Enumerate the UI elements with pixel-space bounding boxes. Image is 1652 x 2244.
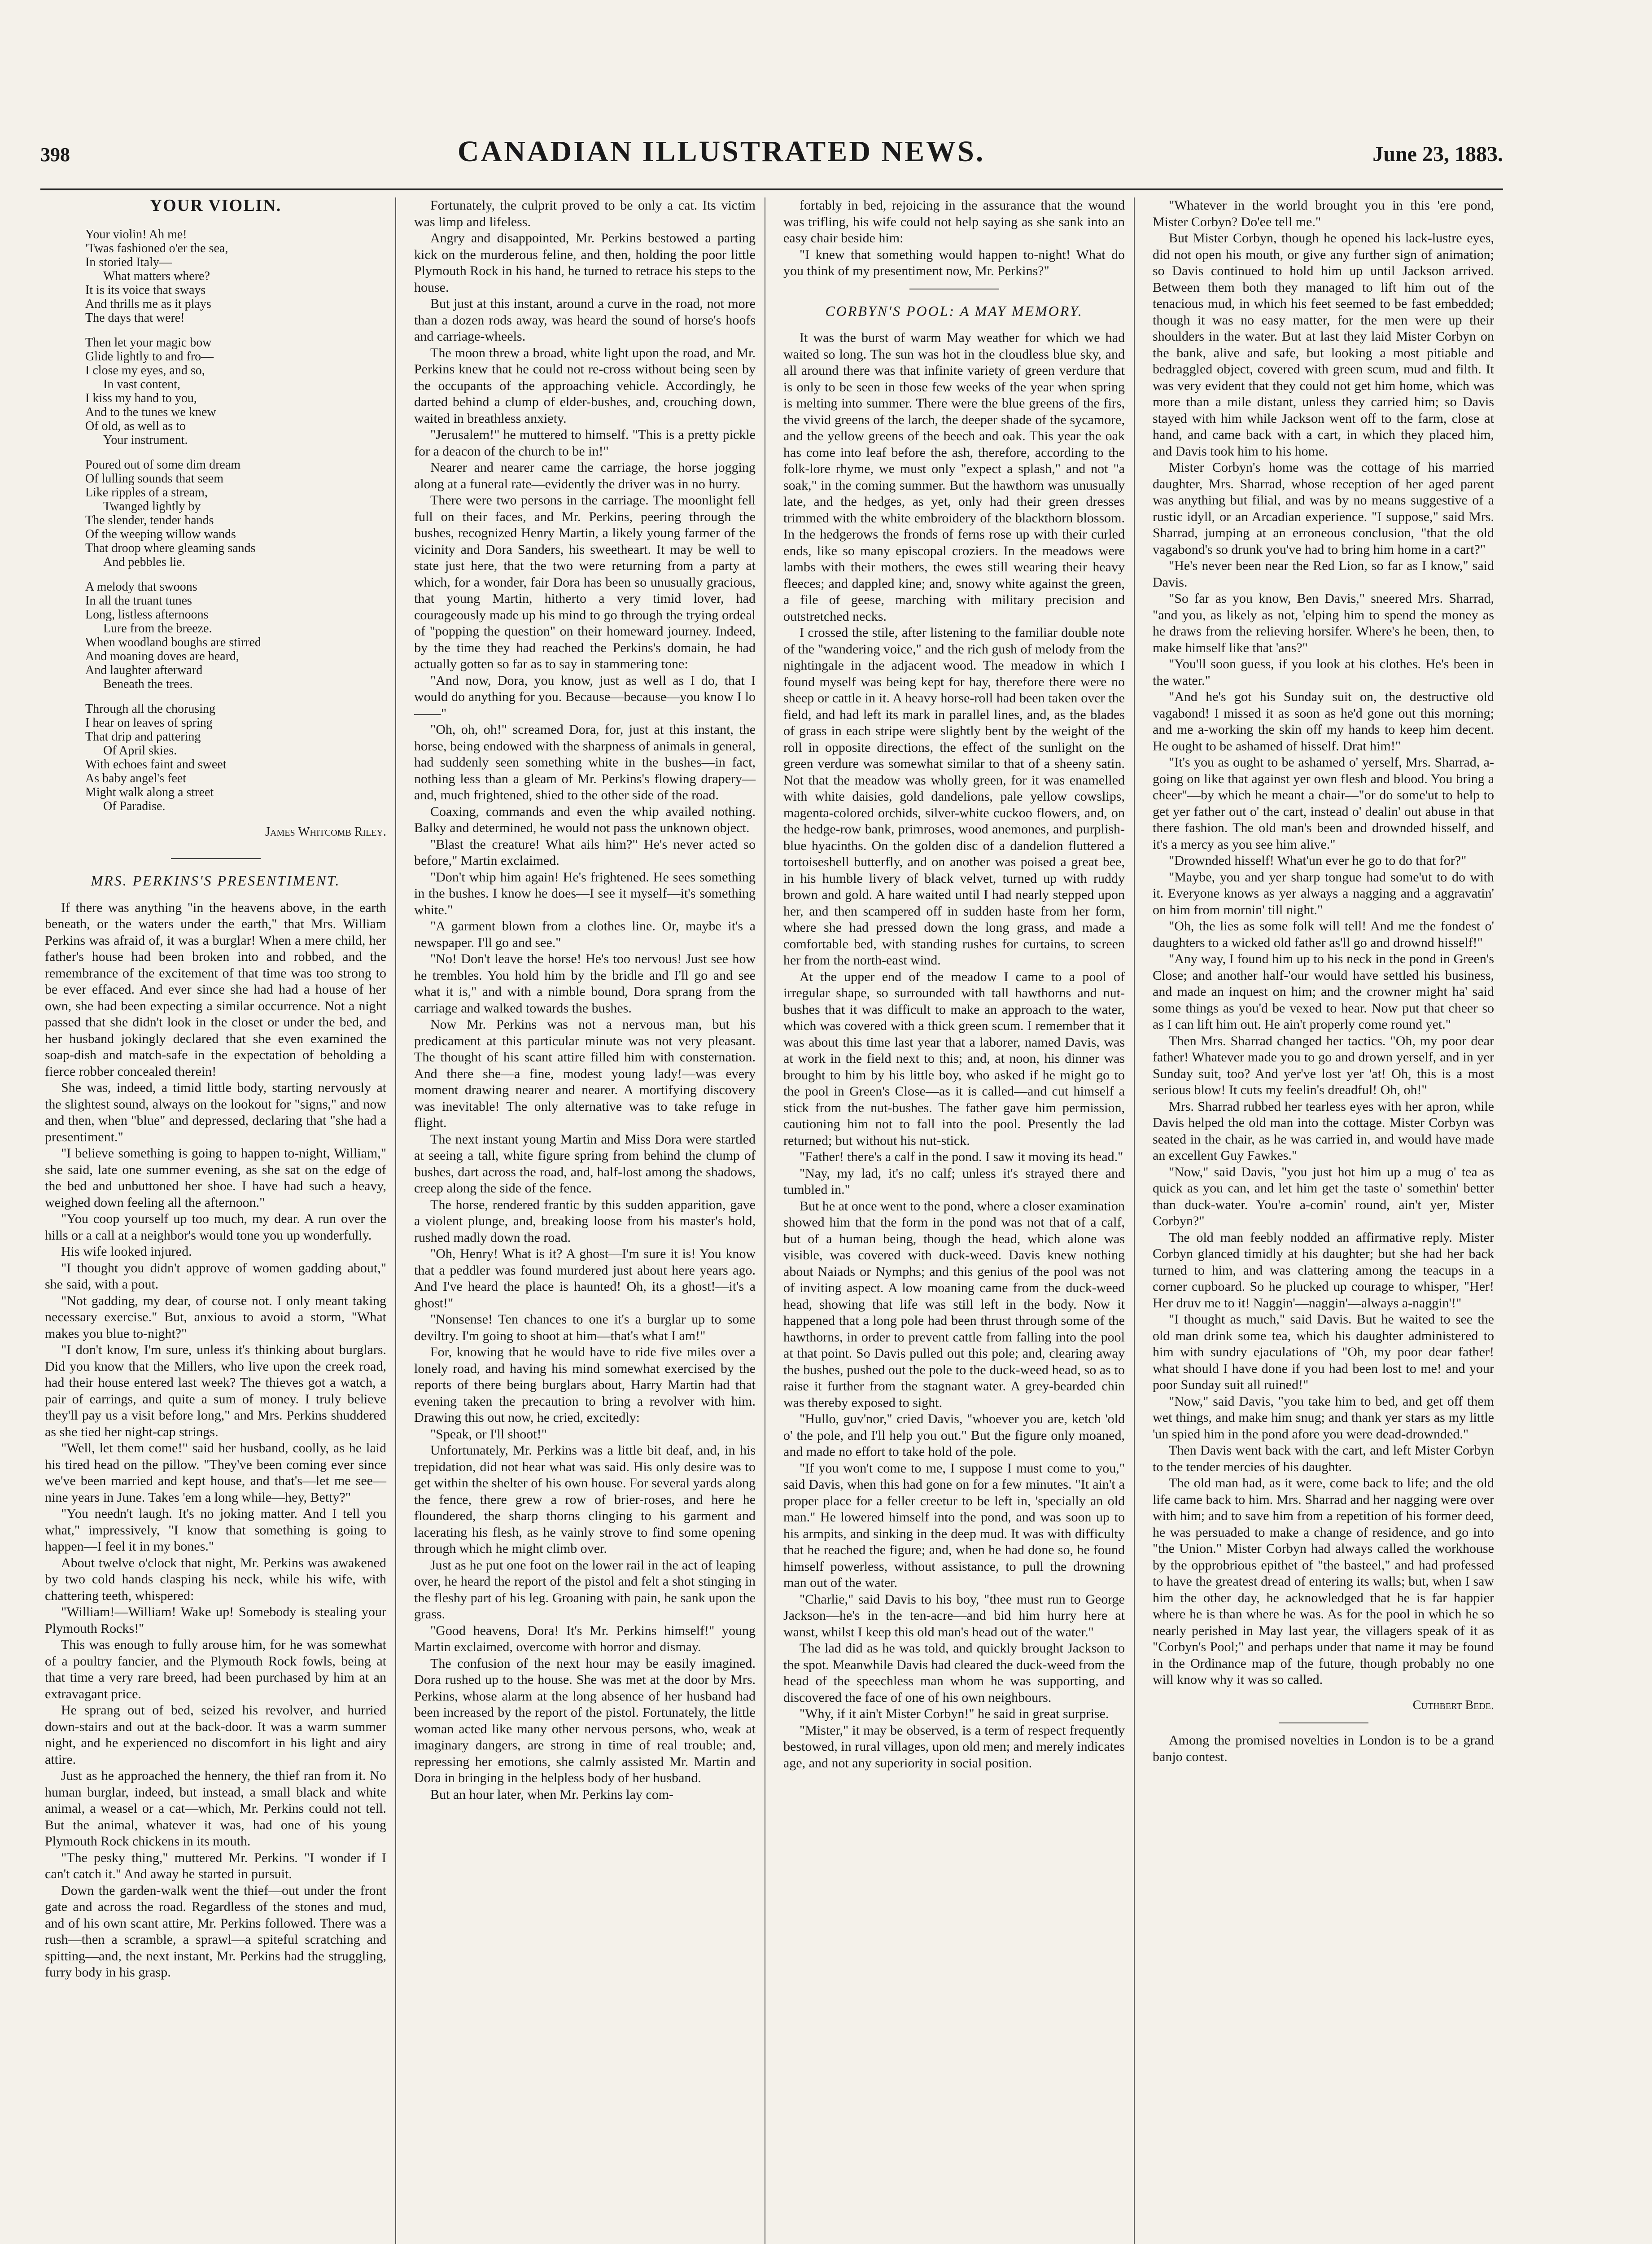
paragraph: "Blast the creature! What ails him?" He's never acted so before," Martin exclaimed. bbox=[414, 837, 756, 868]
poem-line: With echoes faint and sweet bbox=[85, 757, 227, 771]
paragraph: But Mister Corbyn, though he opened his lack-lustre eyes, did not open his mouth, or give any further sign of animation; so Davis continued to hold him up until Jackson arrived. Between them both they managed to lift him out of the tenacious mud, in which his feet seemed to be fast embedded; though it was no easy matter, for the men were up their shoulders in the water. But at last they laid Mister Corbyn on the bank, alive and safe, but looking a most pitiable and bedraggled object, covered with green scum, mud and filth. It was very evident that they could not get him home, which was more than a mile distant, unless they carried him; so Davis stayed with him while Jackson went off to the farm, close at hand, and came back with a cart, in which they placed him, and Davis took him to his home. bbox=[1153, 231, 1494, 459]
poem-body bbox=[85, 228, 386, 813]
paragraph: This was enough to fully arouse him, for he was somewhat of a poultry fancier, and the Plymouth Rock fowls, being at that time a very rare breed, had been purchased by him at an extravagant price. bbox=[45, 1637, 386, 1701]
paragraph: "You coop yourself up too much, my dear. A run over the hills or a call at a neighbor's would tone you up wonderfully. bbox=[45, 1211, 386, 1243]
newspaper-title: CANADIAN ILLUSTRATED NEWS. bbox=[457, 135, 985, 168]
paragraph: "William!—William! Wake up! Somebody is stealing your Plymouth Rocks!" bbox=[45, 1604, 386, 1636]
paragraph: "Maybe, you and yer sharp tongue had some'ut to do with it. Everyone knows as yer always a nagging and a aggravatin' on him from mornin' till night." bbox=[1153, 869, 1494, 917]
poem-line: As baby angel's feet bbox=[85, 771, 187, 785]
paragraph: "Now," said Davis, "you take him to bed, and get off them wet things, and make him snug; and thank yer stars as my little 'un spied him in the pond afore you were dead-drownded." bbox=[1153, 1394, 1494, 1442]
paragraph: The confusion of the next hour may be easily imagined. Dora rushed up to the house. She was met at the door by Mrs. Perkins, whose alarm at the long absence of her husband had been increased by the report of the pistol. Fortunately, the little woman acted like many other nervous persons, who, weak at imaginary dangers, are strong in time of real trouble; and, repressing her emotions, she calmly assisted Mr. Martin and Dora in bringing in the helpless body of her husband. bbox=[414, 1656, 756, 1785]
paragraph: "I thought as much," said Davis. But he waited to see the old man drink some tea, which his daughter administered to him with sundry ejaculations of "Oh, my poor dear father! what should I have done if you had been lost to me! and your poor Sunday suit all ruined!" bbox=[1153, 1312, 1494, 1392]
paragraph: Mrs. Sharrad rubbed her tearless eyes with her apron, while Davis helped the old man into the cottage. Mister Corbyn was seated in the chair, as he was carried in, and would have made an excellent Guy Fawkes." bbox=[1153, 1099, 1494, 1163]
paragraph: "Well, let them come!" said her husband, coolly, as he laid his tired head on the pillow. "They've been coming ever since we've been married and kept house, and that's—let me see—nine years in June. Takes 'em a long while—hey, Betty?" bbox=[45, 1441, 386, 1505]
poem-line: Might walk along a street bbox=[85, 785, 214, 799]
paragraph: "Now," said Davis, "you just hot him up a mug o' tea as quick as you can, and let him get the taste o' somethin' better than duck-water. You're a-comin' round, ain't yer, Mister Corbyn?" bbox=[1153, 1164, 1494, 1228]
paragraph: "Drownded hisself! What'un ever he go to do that for?" bbox=[1169, 853, 1467, 868]
poem-title: YOUR VIOLIN. bbox=[149, 197, 282, 215]
story-perkins-part-2 bbox=[414, 197, 756, 1803]
poem-line: Poured out of some dim dream bbox=[85, 457, 241, 472]
poem-stanza bbox=[85, 228, 386, 325]
paragraph: "Speak, or I'll shoot!" bbox=[430, 1426, 547, 1442]
paragraph: "Jerusalem!" he muttered to himself. "This is a pretty pickle for a deacon of the church to be in!" bbox=[414, 427, 756, 459]
poem-line: In vast content, bbox=[103, 377, 180, 391]
poem-line: What matters where? bbox=[103, 269, 210, 283]
paragraph: About twelve o'clock that night, Mr. Perkins was awakened by two cold hands clasping his neck, while his wife, with chattering teeth, whispered: bbox=[45, 1555, 386, 1603]
paragraph: The lad did as he was told, and quickly brought Jackson to the spot. Meanwhile Davis had cleared the duck-weed from the head of the speechless man whom he was supporting, and discovered the face of one of his own neighbours. bbox=[783, 1641, 1125, 1705]
column-1 bbox=[45, 197, 396, 2244]
paragraph: "You needn't laugh. It's no joking matter. And I tell you what," impressively, "I know that something is going to happen—I feel it in my bones." bbox=[45, 1506, 386, 1554]
paragraph: "Oh, Henry! What is it? A ghost—I'm sure it is! You know that a peddler was found murdered just about here years ago. And I've heard the place is haunted! Oh, its a ghost!—it's a ghost!" bbox=[414, 1246, 756, 1310]
paragraph: The next instant young Martin and Miss Dora were startled at seeing a tall, white figure spring from behind the clump of bushes, dart across the road, and, half-lost among the shadows, creep along the side of the fence. bbox=[414, 1131, 756, 1196]
paragraph: "Oh, the lies as some folk will tell! And me the fondest o' daughters to a wicked old father as'll go and drownd hisself!" bbox=[1153, 919, 1494, 950]
divider bbox=[1279, 1722, 1368, 1723]
paragraph: There were two persons in the carriage. The moonlight fell full on their faces, and Mr. Perkins, peering through the bushes, recognized Henry Martin, a likely young farmer of the vicinity and Dora Sanders, his sweetheart. It may be well to state just here, that the two were returning from a party at which, for a wonder, fair Dora has been so unusually gracious, that young Martin, hitherto a very timid lover, had courageously made up his mind to go through the trying ordeal of "popping the question" on their homeward journey. Indeed, by the time they had reached the Perkins's domain, he had actually gotten so far as to say in stammering tone: bbox=[414, 493, 756, 671]
paragraph: "It's you as ought to be ashamed o' yerself, Mrs. Sharrad, a-going on like that against yer own flesh and blood. You bring a cheer"—by which he meant a chair—"or do some'ut to help to get yer father out o' the cart, instead o' dealin' out abuse in that there fashion. The old man's been and drownded hisself, and it's a mercy as you see him alive." bbox=[1153, 755, 1494, 852]
paragraph: She was, indeed, a timid little body, starting nervously at the slightest sound, always on the lookout for "signs," and now and then, when "blue" and depressed, declaring that "she had a presentiment." bbox=[45, 1080, 386, 1144]
paragraph: Then Mrs. Sharrad changed her tactics. "Oh, my poor dear father! Whatever made you to go and drown yerself, and in yer Sunday suit, too? And yer've lost yer 'at! Oh, this is a most serious blow! It cuts my feelin's dreadful! Oh, oh!" bbox=[1153, 1033, 1494, 1097]
paragraph: "Nay, my lad, it's no calf; unless it's strayed there and tumbled in." bbox=[783, 1166, 1125, 1197]
paragraph: "Good heavens, Dora! It's Mr. Perkins himself!" young Martin exclaimed, overcome with horror and dismay. bbox=[414, 1623, 756, 1654]
poem-line: Your violin! Ah me! bbox=[85, 227, 187, 241]
poem-line: Your instrument. bbox=[103, 433, 188, 447]
paragraph: At the upper end of the meadow I came to a pool of irregular shape, so surrounded with tall hawthorns and nut-bushes that it was difficult to make an approach to the water, which was covered with a thick green scum. I remember that it was about this time last year that a laborer, named Davis, was at work in the field next to this; and, at noon, his dinner was brought to him by his little boy, who asked if he might go to the pool in Green's Close—as it is called—and cut himself a stick from the nut-bushes. The father gave him permission, cautioning him not to fall into the pool. Presently the lad returned; but without his nut-stick. bbox=[783, 969, 1125, 1148]
paragraph: fortably in bed, rejoicing in the assurance that the wound was trifling, his wife could not help saying as she sank into an easy chair beside him: bbox=[783, 198, 1125, 245]
column-4 bbox=[1153, 197, 1503, 2244]
poem-line: The slender, tender hands bbox=[85, 513, 214, 527]
paragraph: Fortunately, the culprit proved to be only a cat. Its victim was limp and lifeless. bbox=[414, 198, 756, 229]
poem-line: I close my eyes, and so, bbox=[85, 363, 205, 377]
page-number: 398 bbox=[40, 144, 70, 166]
poem-line: In storied Italy— bbox=[85, 255, 172, 269]
poem-line: And pebbles lie. bbox=[103, 555, 185, 569]
column-3 bbox=[783, 197, 1135, 2244]
poem-stanza bbox=[85, 580, 386, 691]
poem-stanza bbox=[85, 458, 386, 569]
poem-line: And moaning doves are heard, bbox=[85, 649, 239, 663]
poem-line: Lure from the breeze. bbox=[103, 621, 212, 636]
poem-line: A melody that swoons bbox=[85, 579, 197, 594]
paragraph: "No! Don't leave the horse! He's too nervous! Just see how he trembles. You hold him by the bridle and I'll go and see what it is," and with a nimble bound, Dora sprang from the carriage and walked towards the bushes. bbox=[414, 951, 756, 1016]
paragraph: Coaxing, commands and even the whip availed nothing. Balky and determined, he would not pass the unknown object. bbox=[414, 804, 756, 835]
paragraph: The horse, rendered frantic by this sudden apparition, gave a violent plunge, and, breaking loose from his master's hold, rushed madly down the road. bbox=[414, 1197, 756, 1245]
paragraph: "Any way, I found him up to his neck in the pond in Green's Close; and another half-'our would have settled his business, and made an inquest on him; and the crowner might ha' said some things as you'd be vexed to hear. Now put that cheer so as I can lift him out. He ain't properly come round yet." bbox=[1153, 951, 1494, 1032]
poem-line: That drip and pattering bbox=[85, 729, 201, 744]
poem-line: And laughter afterward bbox=[85, 663, 203, 677]
story-perkins-part-1 bbox=[45, 900, 386, 1981]
paragraph: "I thought you didn't approve of women gadding about," she said, with a pout. bbox=[45, 1260, 386, 1292]
poem-line: And to the tunes we knew bbox=[85, 405, 216, 419]
poem-line: When woodland boughs are stirred bbox=[85, 635, 261, 649]
paragraph: Down the garden-walk went the thief—out under the front gate and across the road. Regardless of the stones and mud, and of his own scant attire, Mr. Perkins followed. There was a rush—then a scramble, a sprawl—a spiteful scratching and spitting—and, the next instant, Mr. Perkins had the struggling, furry body in his grasp. bbox=[45, 1883, 386, 1980]
issue-date: June 23, 1883. bbox=[1372, 142, 1503, 166]
poem-line: I kiss my hand to you, bbox=[85, 391, 197, 405]
poem-line: It is its voice that sways bbox=[85, 283, 206, 297]
paragraph: Angry and disappointed, Mr. Perkins bestowed a parting kick on the murderous feline, and then, holding the poor little Plymouth Rock in his hand, he turned to retrace his steps to the house. bbox=[414, 231, 756, 295]
paragraph: "If you won't come to me, I suppose I must come to you," said Davis, when this had gone on for a few minutes. "It ain't a proper place for a feller creetur to be left in, 'specially an old man." He lowered himself into the pond, and was soon up to his armpits, and sinking in the deep mud. It was with difficulty that he reached the figure; and, when he had done so, he found himself powerless, without assistance, to pull the drowning man out of the water. bbox=[783, 1460, 1125, 1590]
paragraph: Nearer and nearer came the carriage, the horse jogging along at a funeral rate—evidently the driver was in no hurry. bbox=[414, 460, 756, 491]
story-corbyn-part-1 bbox=[783, 330, 1125, 1771]
paragraph: "Hullo, guv'nor," cried Davis, "whoever you are, ketch 'old o' the pole, and I'll help you out." But the figure only moaned, and made no effort to take hold of the pole. bbox=[783, 1411, 1125, 1459]
poem-line: Like ripples of a stream, bbox=[85, 485, 208, 500]
paragraph: "I believe something is going to happen to-night, William," she said, late one summer evening, as she sat on the edge of the bed and unbuttoned her shoe. I have had such a heavy, weighed down feeling all the afternoon." bbox=[45, 1146, 386, 1210]
paragraph: The old man had, as it were, come back to life; and the old life came back to him. Mrs. Sharrad and her nagging were over with him; and to save him from a repetition of his former deed, he was persuaded to make a change of residence, and go into "the Union." Mister Corbyn had always called the workhouse by the opprobrious epithet of "the basteel," and had professed to have the greatest dread of entering its walls; but, when I saw him the other day, he acknowledged that he is far happier where he is than where he was. As for the pool in which he so nearly perished in May last year, the villagers speak of it as "Corbyn's Pool;" and perhaps under that name it may be found in the Ordinance map of the future, though probably no one will know why it was so called. bbox=[1153, 1476, 1494, 1687]
paragraph: "So far as you know, Ben Davis," sneered Mrs. Sharrad, "and you, as likely as not, 'elping him to spend the money as he draws from the relieving horsifer. Where's he been, then, to make himself like that 'ans?" bbox=[1153, 591, 1494, 655]
paragraph: Just as he approached the hennery, the thief ran from it. No human burglar, indeed, but instead, a small black and white animal, a weasel or a cat—which, Mr. Perkins could not tell. But the animal, whatever it was, had one of his young Plymouth Rock chickens in its mouth. bbox=[45, 1768, 386, 1849]
poem-line: Of April skies. bbox=[103, 743, 177, 758]
poem-line: Of lulling sounds that seem bbox=[85, 471, 223, 486]
paragraph: Just as he put one foot on the lower rail in the act of leaping over, he heard the report of the pistol and felt a shot stinging in the fleshy part of his leg. Groaning with pain, he sank upon the grass. bbox=[414, 1557, 756, 1622]
paragraph: Mister Corbyn's home was the cottage of his married daughter, Mrs. Sharrad, whose reception of her aged parent was anything but filial, and was by no means suggestive of a rustic idyll, or an Arcadian experience. "I suppose," said Mrs. Sharrad, jumping at an erroneous conclusion, "that the old vagabond's so drunk you've had to bring him home in a cart?" bbox=[1153, 460, 1494, 557]
article-columns bbox=[45, 197, 1503, 2244]
paragraph: "The pesky thing," muttered Mr. Perkins. "I wonder if I can't catch it." And away he started in pursuit. bbox=[45, 1850, 386, 1881]
divider bbox=[171, 858, 261, 859]
paragraph: Then Davis went back with the cart, and left Mister Corbyn to the tender mercies of his daughter. bbox=[1153, 1443, 1494, 1474]
story-author: Cuthbert Bede. bbox=[1412, 1698, 1494, 1712]
paragraph: "You'll soon guess, if you look at his clothes. He's been in the water." bbox=[1153, 657, 1494, 688]
paragraph: "Charlie," said Davis to his boy, "thee must run to George Jackson—he's in the ten-acre—and bid him hurry here at wanst, whilst I keep this old man's head out of the water." bbox=[783, 1591, 1125, 1639]
paragraph: "Nonsense! Ten chances to one it's a burglar up to some deviltry. I'm going to shoot at him—that's what I am!" bbox=[414, 1312, 756, 1343]
paragraph: It was the burst of warm May weather for which we had waited so long. The sun was hot in the cloudless blue sky, and all around there was that infinite variety of green verdure that is only to be seen in those few weeks of the year when spring is melting into summer. There were the blue greens of the firs, the vivid greens of the larch, the deeper shade of the sycamore, and the yellow greens of the beech and oak. This year the oak has come into leaf before the ash, therefore, according to the folk-lore rhyme, we must only "expect a splash," and not "a soak," in the coming summer. But the hawthorn was unusually late, and the hedges, as yet, only had their green dresses trimmed with the white embroidery of the blackthorn blossom. In the hedgerows the fronds of ferns rose up with their curled ends, like so many episcopal croziers. In the meadows were lambs with their mothers, the ewes still wearing their heavy fleeces; and dappled kine; and, snowy white against the green, a file of geese, marching with military precision and outstretched necks. bbox=[783, 330, 1125, 624]
poem-stanza bbox=[85, 702, 386, 813]
paragraph: "I don't know, I'm sure, unless it's thinking about burglars. Did you know that the Millers, who live upon the creek road, had their house entered last week? The thieves got a watch, a pair of earrings, and quite a sum of money. I truly believe they'll pay us a visit before long," and Mrs. Perkins shuddered as she tied her night-cap strings. bbox=[45, 1342, 386, 1439]
paragraph: I crossed the stile, after listening to the familiar double note of the "wandering voice," and the rich gush of melody from the nightingale in the adjacent wood. The meadow in which I found myself was being kept for hay, therefore there were no sheep or cattle in it. A heavy horse-roll had been taken over the field, and had left its mark in parallel lines, and, as the blades of grass in each stripe were slightly bent by the weight of the roll in opposite directions, the effect of the sunlight on the green verdure was somewhat similar to that of a sheeny satin. Not that the meadow was wholly green, for it was enamelled with white daisies, gold dandelions, pale yellow cowslips, magenta-colored orchids, silver-white cuckoo flowers, and, on the hedge-row bank, primroses, wood anemones, and purplish-blue hyacinths. On the golden disc of a dandelion fluttered a tortoiseshell butterfly, and on another was poised a great bee, in his humble livery of black velvet, turned up with ruddy brown and gold. A hare waited until I had nearly stepped upon her, and then scampered off in sudden haste from her form, where she had pressed down the long grass, and made a comfortable bed, with standing rushes for curtains, to screen her from the north-east wind. bbox=[783, 625, 1125, 968]
poem-line: Glide lightly to and fro— bbox=[85, 349, 214, 364]
news-note: Among the promised novelties in London is to be a grand banjo contest. bbox=[1153, 1733, 1494, 1764]
poem-line: Of the weeping willow wands bbox=[85, 527, 236, 541]
paragraph: But an hour later, when Mr. Perkins lay com- bbox=[430, 1787, 674, 1802]
paragraph: Unfortunately, Mr. Perkins was a little bit deaf, and, in his trepidation, did not hear what was said. His only desire was to get within the shelter of his own house. For several yards along the fence, there grew a row of brier-roses, and here he floundered, the sharp thorns clinging to his garment and lacerating his flesh, as he vainly strove to find some opening through which he might climb over. bbox=[414, 1443, 756, 1556]
poem-line: I hear on leaves of spring bbox=[85, 715, 213, 730]
paragraph: "And he's got his Sunday suit on, the destructive old vagabond! I missed it as soon as he'd gone out this morning; and me a-working the skin off my hands to keep him decent. He ought to be ashamed of hisself. Drat him!" bbox=[1153, 689, 1494, 754]
page-header bbox=[40, 135, 1503, 190]
poem-line: 'Twas fashioned o'er the sea, bbox=[85, 241, 228, 255]
paragraph: "Oh, oh, oh!" screamed Dora, for, just at this instant, the horse, being endowed with the sharpness of animals in general, had suddenly seen something white in the bushes—in fact, nothing less than a gleam of Mr. Perkins's flowing drapery—and, much frightened, shied to the other side of the road. bbox=[414, 722, 756, 802]
paragraph: "He's never been near the Red Lion, so far as I know," said Davis. bbox=[1153, 558, 1494, 590]
paragraph: "I knew that something would happen to-night! What do you think of my presentiment now, Mr. Perkins?" bbox=[783, 247, 1125, 278]
paragraph: If there was anything "in the heavens above, in the earth beneath, or the waters under the earth," that Mrs. William Perkins was afraid of, it was a burglar! When a mere child, her father's house had been broken into and robbed, and the remembrance of the excitement of that time was too strong to be ever effaced. And ever since she had had a house of her own, she had been expecting a similar occurrence. Not a night passed that she didn't look in the closet or under the bed, and her husband jokingly declared that she even examined the soap-dish and match-safe in the expectation of beholding a fierce robber concealed therein! bbox=[45, 900, 386, 1079]
paragraph: "Don't whip him again! He's frightened. He sees something in the bushes. I know he does—I see it myself—it's something white." bbox=[414, 869, 756, 917]
paragraph: "A garment blown from a clothes line. Or, maybe it's a newspaper. I'll go and see." bbox=[414, 919, 756, 950]
poem-stanza bbox=[85, 336, 386, 447]
paragraph: But just at this instant, around a curve in the road, not more than a dozen rods away, was heard the sound of horse's hoofs and carriage-wheels. bbox=[414, 296, 756, 344]
paragraph: "Not gadding, my dear, of course not. I only meant taking necessary exercise." But, anxious to avoid a storm, "What makes you blue to-night?" bbox=[45, 1293, 386, 1341]
paragraph: "Why, if it ain't Mister Corbyn!" he said in great surprise. bbox=[800, 1706, 1109, 1721]
paragraph: The old man feebly nodded an affirmative reply. Mister Corbyn glanced timidly at his daughter; but she had her back turned to him, and was clattering among the teacups in a corner cupboard. So he plucked up courage to whisper, "Her! Her druv me to it! Naggin'—naggin'—always a-naggin'!" bbox=[1153, 1230, 1494, 1310]
poem-author: James Whitcomb Riley. bbox=[265, 824, 386, 839]
story-corbyn-part-2 bbox=[1153, 197, 1494, 1688]
paragraph: But he at once went to the pond, where a closer examination showed him that the form in the pond was not that of a calf, but of a human being, though the head, which alone was visible, was covered with duck-weed. Davis knew nothing about Naiads or Nymphs; and this genius of the pool was not of inviting aspect. A low moaning came from the duck-weed head, showing that life was still left in the body. Now it happened that a long pole had been thrust through some of the hawthorns, in order to prevent cattle from falling into the pool at that point. So Davis pulled out this pole; and, clearing away the bushes, pushed out the pole to the duck-weed head, so as to raise it further from the stagnant water. A grey-bearded chin was thereby exposed to sight. bbox=[783, 1198, 1125, 1410]
story-perkins-part-3 bbox=[783, 197, 1125, 280]
poem-line: Long, listless afternoons bbox=[85, 607, 209, 622]
poem-line: Of old, as well as to bbox=[85, 419, 186, 433]
poem-line: Then let your magic bow bbox=[85, 335, 212, 350]
paragraph: "Whatever in the world brought you in this 'ere pond, Mister Corbyn? Do'ee tell me." bbox=[1153, 198, 1494, 229]
story-title-perkins: MRS. PERKINS'S PRESENTIMENT. bbox=[91, 872, 341, 889]
paragraph: "Father! there's a calf in the pond. I saw it moving its head." bbox=[800, 1149, 1123, 1164]
poem-line: That droop where gleaming sands bbox=[85, 541, 256, 555]
paragraph: "And now, Dora, you know, just as well as I do, that I would do anything for you. Because—because—you know I lo——" bbox=[414, 673, 756, 721]
poem-line: Beneath the trees. bbox=[103, 677, 193, 691]
story-title-corbyn: CORBYN'S POOL: A MAY MEMORY. bbox=[825, 302, 1083, 319]
poem-line: The days that were! bbox=[85, 311, 185, 325]
paragraph: The moon threw a broad, white light upon the road, and Mr. Perkins knew that he could not re-cross without being seen by the occupants of the approaching vehicle. Accordingly, he darted behind a clump of elder-bushes, and, crouching down, waited in breathless anxiety. bbox=[414, 345, 756, 426]
column-2 bbox=[414, 197, 765, 2244]
paragraph: "Mister," it may be observed, is a term of respect frequently bestowed, in rural villages, upon old men; and merely indicates age, and not any superiority in social position. bbox=[783, 1722, 1125, 1771]
paragraph: His wife looked injured. bbox=[61, 1244, 192, 1259]
poem-line: Of Paradise. bbox=[103, 799, 166, 813]
paragraph: For, knowing that he would have to ride five miles over a lonely road, and having his mind somewhat exercised by the reports of there being burglars about, Harry Martin had that evening taken the precaution to bring a revolver with him. Drawing this out now, he cried, excitedly: bbox=[414, 1345, 756, 1425]
poem-line: Through all the chorusing bbox=[85, 701, 216, 716]
paragraph: He sprang out of bed, seized his revolver, and hurried down-stairs and out at the back-door. It was a warm summer night, and he experienced no discomfort in his light and airy attire. bbox=[45, 1703, 386, 1767]
poem-line: In all the truant tunes bbox=[85, 593, 192, 608]
poem-line: Twanged lightly by bbox=[103, 499, 201, 513]
poem-line: And thrills me as it plays bbox=[85, 297, 211, 311]
paragraph: Now Mr. Perkins was not a nervous man, but his predicament at this particular minute was not very pleasant. The thought of his scant attire filled him with consternation. And there she—a fine, modest young lady!—was every moment drawing nearer and nearer. A mortifying discovery was inevitable! The only alternative was to take refuge in flight. bbox=[414, 1017, 756, 1130]
